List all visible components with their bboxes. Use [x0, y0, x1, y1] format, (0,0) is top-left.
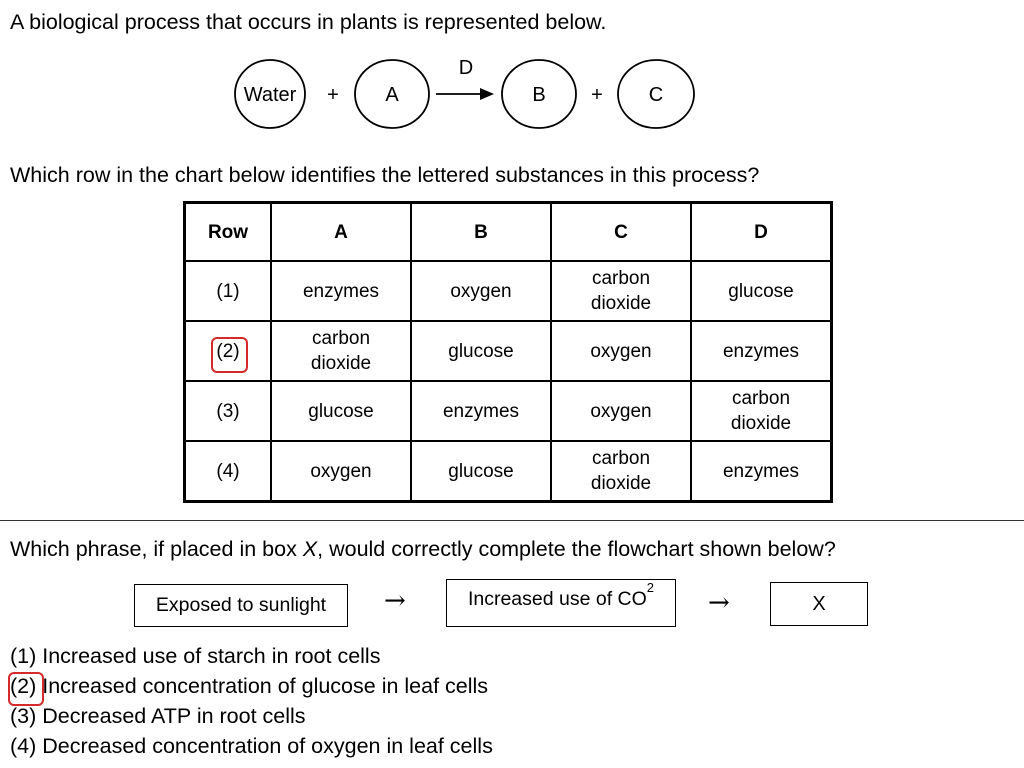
- question2-prompt: [10, 537, 836, 562]
- flowchart-box-sunlight: Exposed to sunlight: [134, 584, 348, 627]
- header-a: A: [271, 203, 411, 262]
- cell-a: enzymes: [271, 261, 411, 321]
- option-text: Increased use of starch in root cells: [36, 644, 381, 668]
- substance-chart: [183, 201, 833, 503]
- cell-b: oxygen: [411, 261, 551, 321]
- flowchart-arrow-2: →: [708, 588, 730, 618]
- water-label: Water: [243, 84, 297, 106]
- cell-b: glucose: [411, 321, 551, 381]
- d-label: D: [458, 57, 474, 79]
- chart-header-row: [185, 203, 832, 262]
- table-row: [185, 381, 832, 441]
- cell-d: enzymes: [691, 321, 832, 381]
- option-text: Decreased concentration of oxygen in leaf cells: [36, 734, 493, 758]
- table-row: [185, 261, 832, 321]
- c-label: C: [648, 84, 664, 106]
- option-number: (3): [10, 704, 37, 728]
- table-row: [185, 321, 832, 381]
- b-label: B: [532, 84, 546, 106]
- prompt-part: Which phrase, if placed in box: [10, 537, 303, 561]
- cell-d: carbon dioxide: [691, 381, 832, 441]
- answer-option-4[interactable]: [10, 734, 493, 759]
- row-number-cell: (3): [185, 381, 272, 441]
- question1-prompt: Which row in the chart below identifies the lettered substances in this process?: [10, 163, 760, 187]
- cell-b: glucose: [411, 441, 551, 502]
- question1-text: A biological process that occurs in plants is represented below.: [10, 10, 607, 34]
- cell-b: enzymes: [411, 381, 551, 441]
- cell-a: glucose: [271, 381, 411, 441]
- cell-a: carbon dioxide: [271, 321, 411, 381]
- flowchart-box-co2: Increased use of CO 2: [446, 579, 676, 627]
- prompt-variable-x: X: [302, 537, 318, 561]
- table-row: [185, 441, 832, 502]
- answer-option-1[interactable]: [10, 644, 380, 669]
- plus-sign-1: +: [327, 84, 339, 106]
- option-text: Decreased ATP in root cells: [36, 704, 306, 728]
- reaction-arrow-head: [480, 88, 494, 100]
- row-number-cell: (4): [185, 441, 272, 502]
- co2-text: Increased use of CO: [467, 588, 647, 610]
- cell-c: oxygen: [551, 381, 691, 441]
- option-number: (2): [10, 674, 37, 698]
- section-divider: [0, 520, 1024, 521]
- header-d: D: [691, 203, 832, 262]
- answer-option-2[interactable]: [10, 674, 488, 699]
- cell-c: carbon dioxide: [551, 261, 691, 321]
- prompt-part: , would correctly complete the flowchart shown below?: [317, 537, 836, 561]
- header-c: C: [551, 203, 691, 262]
- option-number: (4): [10, 734, 37, 758]
- cell-c: carbon dioxide: [551, 441, 691, 502]
- flowchart-box-x: X: [770, 582, 868, 626]
- cell-d: enzymes: [691, 441, 832, 502]
- option-number: (1): [10, 644, 37, 668]
- header-row: Row: [185, 203, 272, 262]
- header-b: B: [411, 203, 551, 262]
- reaction-equation-diagram: [230, 52, 700, 136]
- row-number-cell: (1): [185, 261, 272, 321]
- a-label: A: [385, 84, 399, 106]
- flowchart-arrow-1: →: [384, 586, 406, 616]
- cell-d: glucose: [691, 261, 832, 321]
- plus-sign-2: +: [591, 84, 603, 106]
- row-number-cell: (2): [185, 321, 272, 381]
- cell-a: oxygen: [271, 441, 411, 502]
- answer-option-3[interactable]: [10, 704, 306, 729]
- option-text: Increased concentration of glucose in leaf cells: [36, 674, 489, 698]
- cell-c: oxygen: [551, 321, 691, 381]
